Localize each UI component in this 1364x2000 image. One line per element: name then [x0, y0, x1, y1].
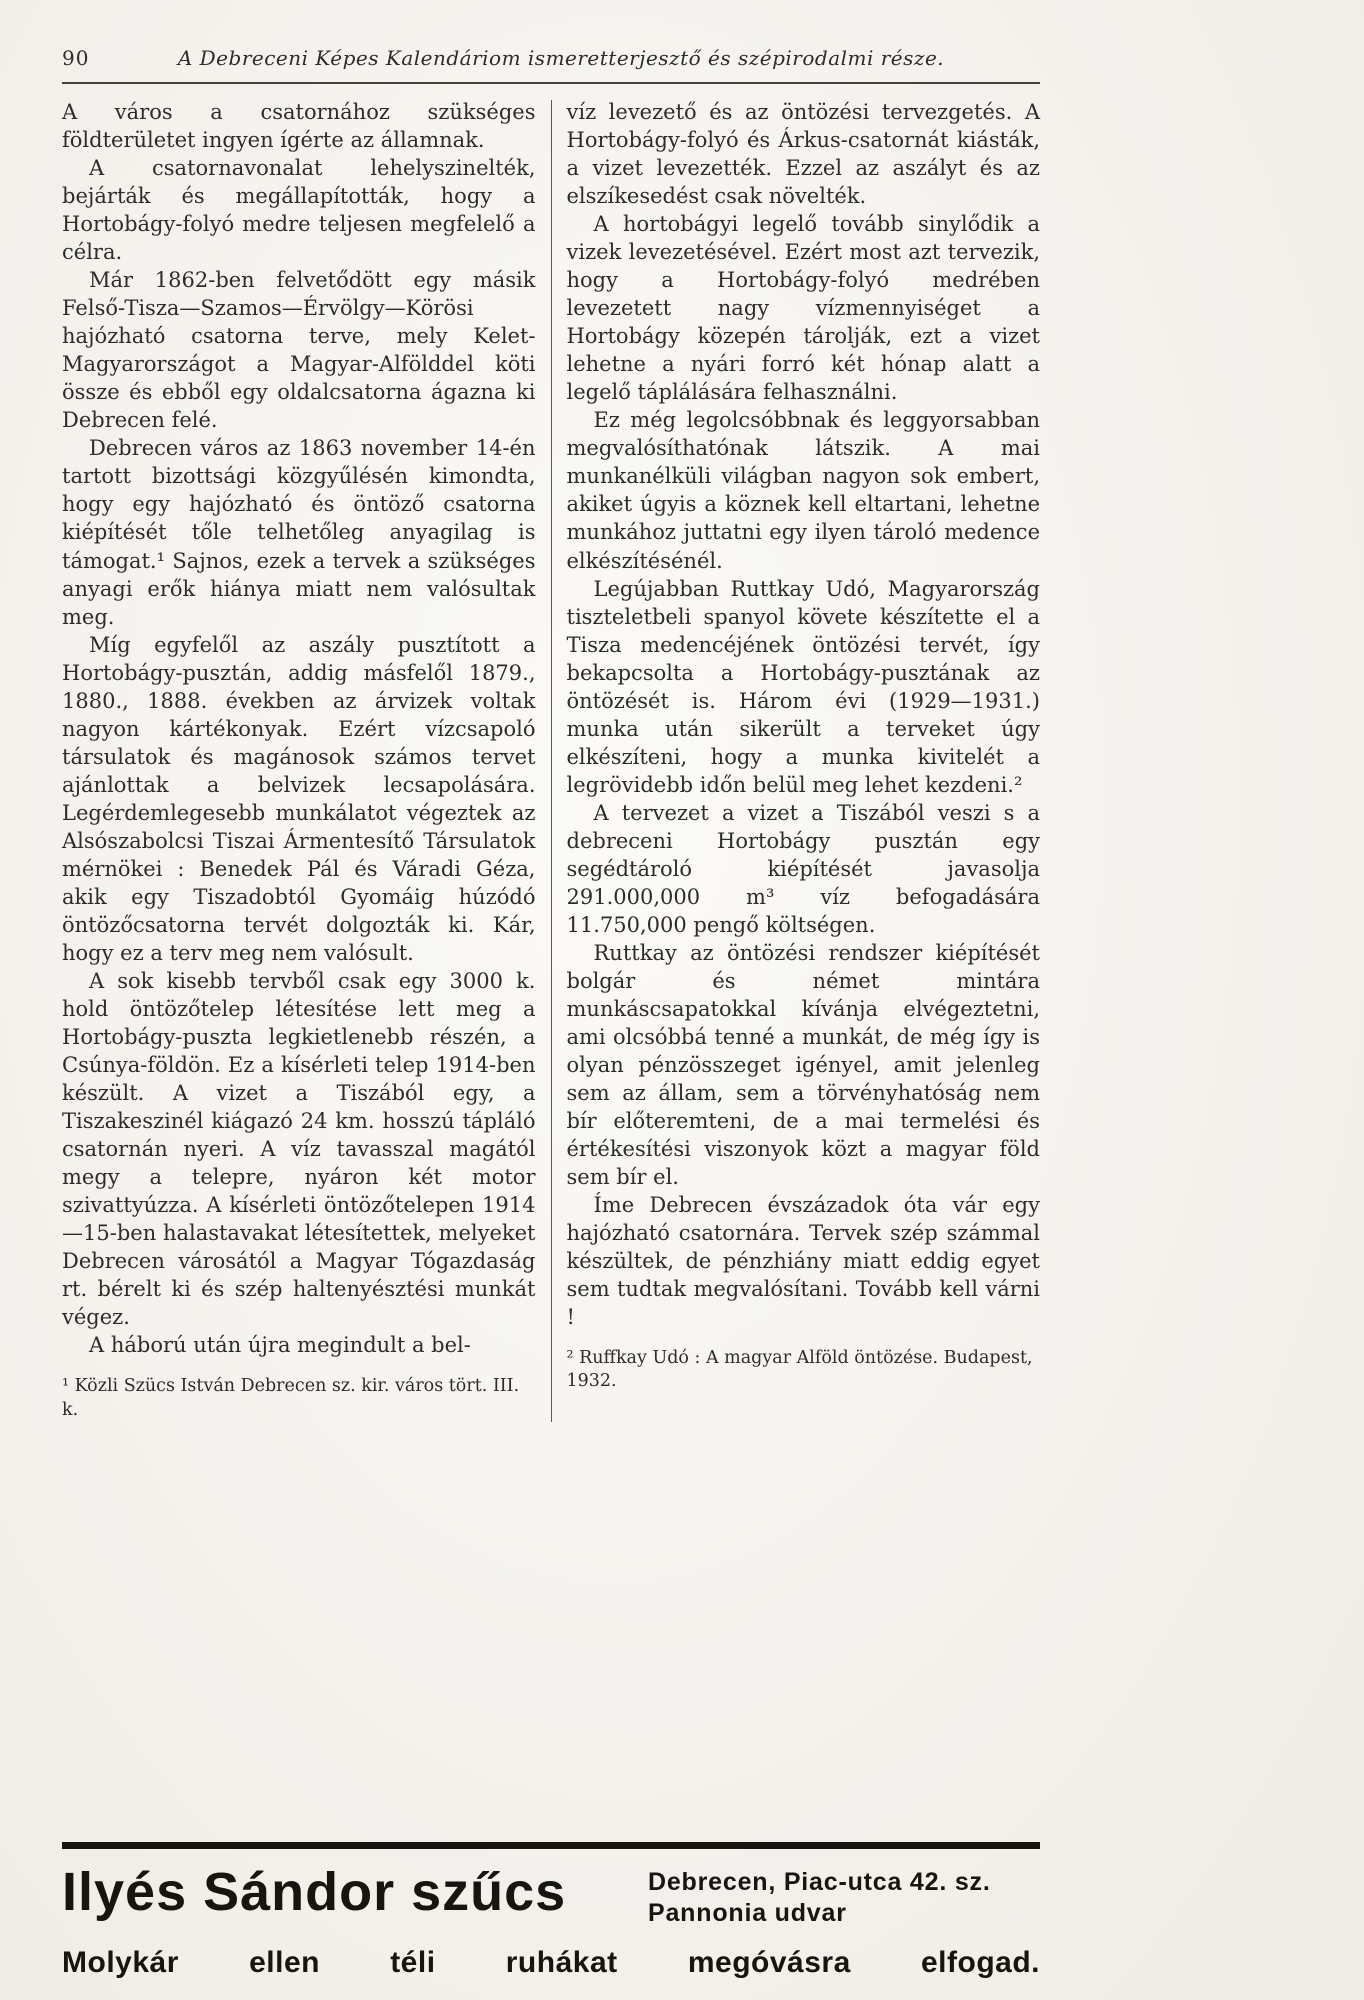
- paragraph: A tervezet a vizet a Tiszából veszi s a debreceni Hortobágy pusztán egy segédtároló kiépítését javasolja 291.000,000 m³ víz befogadására 11.750,000 pengő költségen.: [566, 800, 1040, 937]
- paragraph: Már 1862-ben felvetődött egy másik Felső-Tisza—Szamos—Érvölgy—Körösi hajózható csatorna terve, mely Kelet-Magyarországot a Magyar-Alfölddel köti össze és ebből egy oldalcsatorna ágazna ki Debrecen felé.: [62, 268, 536, 433]
- text-columns: [62, 98, 1040, 1422]
- ad-header-row: [62, 1862, 1040, 1928]
- paragraph: A csatornavonalat lehelyszinelték, bejárták és megállapították, hogy a Hortobágy-folyó medre teljesen megfelelő a célra.: [62, 156, 536, 265]
- paragraph: A város a csatornához szükséges földterületet ingyen ígérte az államnak.: [62, 100, 536, 153]
- ad-separator-rule: [62, 1842, 1040, 1849]
- paragraph: Íme Debrecen évszázadok óta vár egy hajózható csatornára. Tervek szép számmal készültek, de pénzhiány miatt eddig egyet sem tudtak megvalósítani. Tovább kell várni !: [566, 1193, 1040, 1330]
- ad-address: [648, 1865, 1040, 1928]
- page-content: [62, 44, 1040, 1980]
- right-column: [567, 98, 1041, 1422]
- paragraph: Míg egyfelől az aszály pusztított a Hortobágy-pusztán, addig másfelől 1879., 1880., 1888. években az árvizek voltak nagyon kártékonyak. Ezért vízcsapoló társulatok és magánosok számos tervet ajánlottak a belvizek lecsapolására. Legérdemlegesebb munkálatot végeztek az Alsószabolcsi Tiszai Ármentesítő Társulatok mérnökei : Benedek Pál és Váradi Géza, akik egy Tiszadobtól Gyomáig húzódó öntözőcsatorna tervét dolgozták ki. Kár, hogy ez a terv meg nem valósult.: [62, 632, 536, 965]
- paragraph: Legújabban Ruttkay Udó, Magyarország tiszteletbeli spanyol követe készítette el a Tisza medencéjének öntözési tervét, így bekapcsolta a Hortobágy-pusztának az öntözését is. Három évi (1929—1931.) munka után sikerült a terveket úgy elkészíteni, hogy a munka kivitelét a legrövidebb időn belül meg lehet kezdeni.²: [566, 576, 1040, 797]
- ad-business-name: Ilyés Sándor szűcs: [62, 1862, 567, 1922]
- paragraph: Debrecen város az 1863 november 14-én tartott bizottsági közgyűlésén kimondta, hogy egy hajózható és öntöző csatorna kiépítését tőle telhetőleg anyagilag is támogat.¹ Sajnos, ezek a tervek a szükséges anyagi erők hiánya miatt nem valósultak meg.: [62, 436, 536, 629]
- header-rule: [62, 82, 1040, 84]
- column-divider: [551, 100, 552, 1422]
- paragraph: A sok kisebb tervből csak egy 3000 k. hold öntözőtelep létesítése lett meg a Hortobágy-puszta legkietlenebb részén, a Csúnya-földön. Ez a kísérleti telep 1914-ben készült. A vizet a Tiszából egy, a Tiszakeszinél kiágazó 24 km. hosszú tápláló csatornán nyeri. A víz tavasszal magától megy a telepre, nyáron két motor szivattyúzza. A kísérleti öntözőtelepen 1914—15-ben halastavakat létesítettek, melyeket Debrecen városától a Magyar Tógazdaság rt. bérelt ki és szép haltenyésztési munkát végez.: [62, 968, 536, 1330]
- left-column: [62, 98, 536, 1422]
- paragraph: A hortobágyi legelő tovább sinylődik a vizek levezetésével. Ezért most azt tervezik, hogy a Hortobágy-folyó medrében levezetett nagy vízmennyiséget a Hortobágy közepén tárolják, ezt a vizet lehetne a nyári forró két hónap alatt a legelő táplálására felhasználni.: [566, 212, 1040, 405]
- footnote-right: ² Ruffkay Udó : A magyar Alföld öntözése. Budapest, 1932.: [566, 1348, 1033, 1392]
- running-title: A Debreceni Képes Kalendáriom ismeretterjesztő és szépirodalmi része.: [177, 46, 945, 70]
- paragraph: Ez még legolcsóbbnak és leggyorsabban megvalósíthatónak látszik. A mai munkanélküli világban nagyon sok embert, akiket úgyis a köznek kell eltartani, lehetne munkához juttatni egy ilyen tároló medence elkészítésénél.: [566, 408, 1040, 573]
- ad-address-line2: Pannonia udvar: [648, 1898, 847, 1927]
- footnote-left: ¹ Közli Szücs István Debrecen sz. kir. város tört. III. k.: [62, 1376, 520, 1420]
- page-header: [62, 44, 1040, 74]
- paragraph: A háború után újra megindult a bel-: [89, 1333, 471, 1358]
- ad-address-line1: Debrecen, Piac-utca 42. sz.: [648, 1868, 991, 1896]
- advertisement: [62, 1842, 1040, 1980]
- paragraph: víz levezető és az öntözési tervezgetés. A Hortobágy-folyó és Árkus-csatornát kiásták, a vizet levezették. Ezzel az aszályt és az elszíkesedést csak növelték.: [566, 100, 1040, 209]
- page-number: 90: [62, 46, 90, 70]
- paragraph: Ruttkay az öntözési rendszer kiépítését bolgár és német mintára munkáscsapatokkal kívánja elvégeztetni, ami olcsóbbá tenné a munkát, de még így is olyan pénzösszeget igényel, amit jelenleg sem az állam, sem a törvényhatóság nem bír előteremteni, de a mai termelési és értékesítési viszonyok közt a magyar föld sem bír el.: [566, 940, 1040, 1190]
- ad-tagline: Molykár ellen téli ruhákat megóvásra elfogad.: [62, 1946, 1040, 1979]
